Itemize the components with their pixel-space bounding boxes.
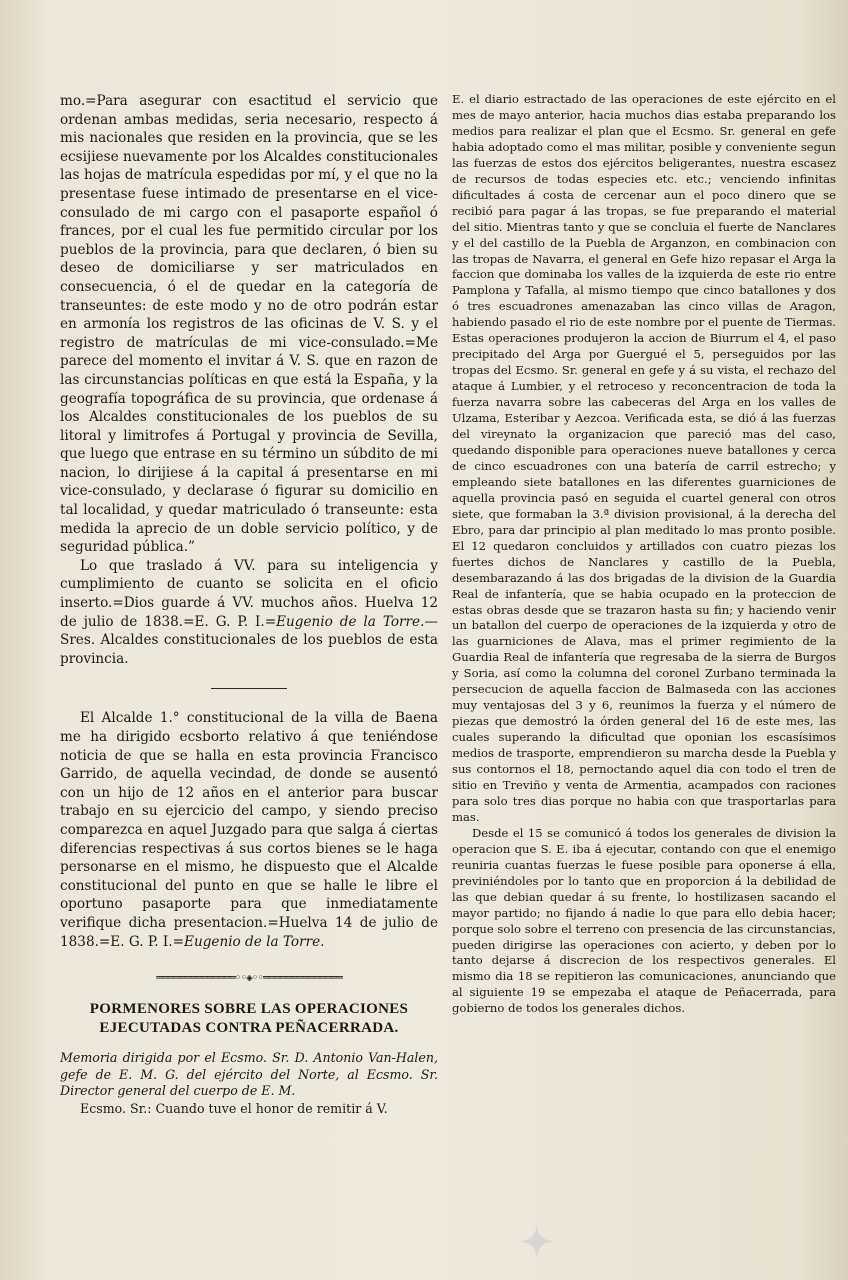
- transfer-notice: [60, 557, 438, 669]
- memoria-subtitle: Memoria dirigida por el Ecsmo. Sr. D. Antonio Van-Halen, gefe de E. M. G. del ejército del Norte, al Ecsmo. Sr. Director general del cuerpo de E. M.: [60, 1050, 438, 1099]
- baena-notice: [60, 709, 438, 951]
- transfer-notice-addressees: —Sres. Alcaldes constitucionales de los pueblos de esta provincia.: [60, 613, 438, 667]
- article-heading-line2: EJECUTADAS CONTRA PEÑACERRADA.: [99, 1020, 399, 1037]
- left-column: [60, 92, 438, 1118]
- signature-name: Eugenio de la Torre.: [184, 933, 325, 950]
- baena-notice-text: El Alcalde 1.° constitucional de la villa de Baena me ha dirigido ecsborto relativo á que teniéndose noticia de que se halla en esta provincia Francisco Garrido, de aquella vecindad, de donde se ausentó con un hijo de 12 años en el anterior para buscar trabajo en su ejercicio del campo, y siendo preciso comparezca en aquel Juzgado para que salga á ciertas diferencias respectivas á sus cortos bienes se le haga personarse en el mismo, he dispuesto que el Alcalde constitucional del punto en que se halle le libre el oportuno pasaporte para que inmediatamente verifique dicha presentacion.=Huelva 14 de julio de 1838.=E. G. P. I.=: [60, 710, 438, 950]
- article-heading: [60, 1000, 438, 1038]
- operations-report-text: E. el diario estractado de las operaciones de este ejército en el mes de mayo anterior, hacia muchos dias estaba preparando los medios para realizar el plan que el Ecsmo. Sr. general en gefe habia adoptado como el mas militar, posible y conveniente segun las fuerzas de estos dos ejércitos beligerantes, nuestra escasez de recursos de todas especies etc. etc.; venciendo infinitas dificultades á costa de cercenar aun el poco dinero que se recibió para pagar á las tropas, se fue preparando el material del sitio. Mientras tanto y que se concluia el fuerte de Nanclares y el del castillo de la Puebla de Arganzon, en combinacion con las tropas de Navarra, el general en Gefe hizo repasar el Arga la faccion que dominaba los valles de la izquierda de este rio entre Pamplona y Tafalla, al mismo tiempo que cinco batallones y dos ó tres escuadrones amenazaban las cinco villas de Aragon, habiendo pasado el rio de este nombre por el puente de Tiermas. Estas operaciones produjeron la accion de Biurrum el 4, el paso precipitado del Arga por Guergué el 5, perseguidos por las tropas del Ecsmo. Sr. general en gefe y á su vista, el rechazo del ataque á Lumbier, y el retroceso y reconcentracion de toda la fuerza navarra sobre las cabeceras del Arga en los valles de Ulzama, Esteribar y Aezcoa. Verificada esta, se dió á las fuerzas del vireynato la organizacion que pareció mas del caso, quedando disponible para operaciones nueve batallones y cerca de cinco escuadrones con una batería de carril estrecho; y empleando siete batallones en las diferentes guarniciones de aquella provincia pasó en seguida el cuartel general con otros siete, que formaban la 3.ª division provisional, á la derecha del Ebro, para dar principio al plan meditado lo mas pronto posible. El 12 quedaron concluidos y artillados con cuatro piezas los fuertes dichos de Nanclares y castillo de la Puebla, desembarazando á las dos brigadas de la division de la Guardia Real de infantería, que se habia ocupado en la proteccion de estas obras desde que se trazaron hasta su fin; y haciendo venir un batallon del cuerpo de operaciones de la izquierda y otro de las guarniciones de Alava, mas el primer regimiento de la Guardia Real de infantería que regresaba de la sierra de Burgos y Soria, así como la columna del coronel Zurbano terminada la persecucion de aquella faccion de Balmaseda con las acciones muy ventajosas del 3 y 6, reunimos la fuerza y el número de piezas que demostró la órden general del 16 de este mes, las cuales superando la dificultad que oponian los escasísimos medios de trasporte, emprendieron su marcha desde la Puebla y sus contornos el 18, pernoctando aquel dia con todo el tren de sitio en Treviño y venta de Armentia, acampados con raciones para solo tres dias porque no habia con que trasportarlas para mas.: [452, 92, 836, 824]
- operations-report-continuation: Desde el 15 se comunicó á todos los generales de division la operacion que S. E. iba á ejecutar, contando con que el enemigo reuniria cuantas fuerzas le fuese posible para oponerse á ella, previniéndoles por lo tanto que en proporcion á la debilidad de las que debian quedar á su frente, lo hostilizasen sacando el mayor partido; no fijando á nadie lo que para ello debia hacer; porque solo sobre el terreno con presencia de las circunstancias, pueden dirigirse las operaciones con acierto, y deben por lo tanto dejarse á discrecion de los respectivos generales. El mismo dia 18 se repitieron las comunicaciones, anunciando que al siguiente 19 se empezaba el ataque de Peñacerrada, para gobierno de todos los generales dichos.: [452, 825, 836, 1016]
- section-divider: [211, 688, 287, 689]
- ornamental-divider: ══════════════◦◦◈◦◦══════════════: [156, 971, 342, 985]
- right-column: [452, 92, 836, 1017]
- signature-name: Eugenio de la Torre.: [276, 613, 425, 630]
- consular-letter-text: mo.=Para asegurar con esactitud el servicio que ordenan ambas medidas, seria necesario, respecto á mis nacionales que residen en la provincia, que se les ecsijiese nuevamente por los Alcaldes constitucionales las hojas de matrícula espedidas por mí, y el que no la presentase fuese intimado de presentarse en el vice-consulado de mi cargo con el pasaporte español ó frances, por el cual les fue permitido circular por los pueblos de la provincia, para que declaren, ó bien su deseo de domiciliarse y ser matriculados en consecuencia, ó el de quedar en la categoría de transeuntes: de este modo y no de otro podrán estar en armonía los registros de las oficinas de V. S. y el registro de matrículas de mi vice-consulado.=Me parece del momento el invitar á V. S. que en razon de las circunstancias políticas en que está la España, y la geografía topográfica de su provincia, que ordenase á los Alcaldes constitucionales de los pueblos de su litoral y limitrofes á Portugal y provincia de Sevilla, que luego que entrase en su término un súbdito de mi nacion, lo dirijiese á la capital á presentarse en mi vice-consulado, y declarase ó figurar su domicilio en tal localidad, y quedar matriculado ó transeunte: esta medida la aprecio de un doble servicio político, y de seguridad pública.”: [60, 93, 438, 556]
- transfer-notice-text: Lo que traslado á VV. para su inteligencia y cumplimiento de cuanto se solicita en el oficio inserto.=Dios guarde á VV. muchos años. Huelva 12 de julio de 1838.=E. G. P. I.=: [60, 557, 438, 630]
- article-heading-line1: PORMENORES SOBRE LAS OPERACIONES: [89, 1001, 409, 1018]
- library-watermark: ✦: [520, 1221, 556, 1265]
- memoria-salutation: Ecsmo. Sr.: Cuando tuve el honor de remitir á V.: [80, 1100, 388, 1116]
